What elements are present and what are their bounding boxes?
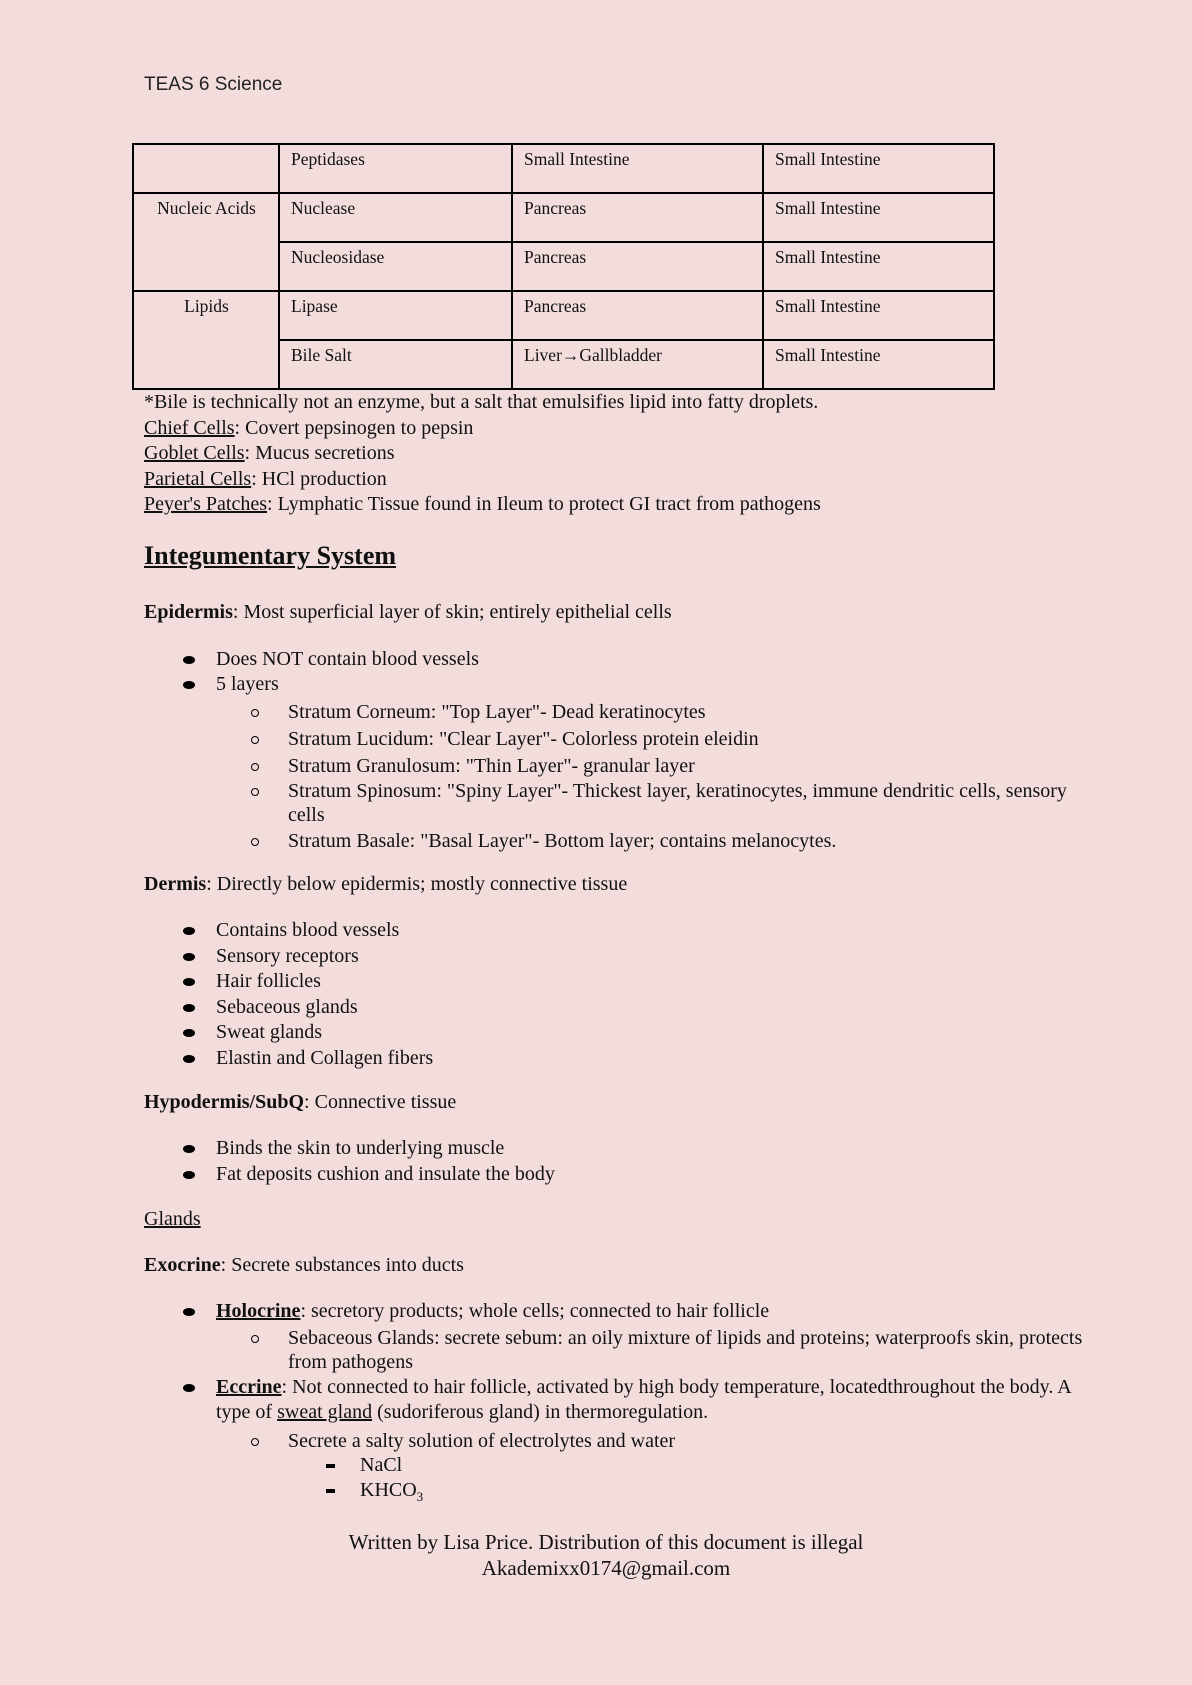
table-cell: Pancreas — [512, 242, 763, 291]
list-item: Sensory receptors — [0, 944, 1096, 970]
footer-notice: Written by Lisa Price. Distribution of this document is illegal — [348, 1530, 864, 1554]
sub-list-item-text: Secrete a salty solution of electrolytes and water — [288, 1430, 676, 1452]
table-row — [133, 291, 994, 340]
hypodermis-term: Hypodermis/SubQ — [144, 1091, 305, 1113]
dermis-list — [0, 918, 1096, 1071]
footer — [0, 1529, 1192, 1581]
exocrine-desc: : Secrete substances into ducts — [220, 1254, 464, 1276]
note-chief-cells — [144, 416, 821, 442]
list-item: Contains blood vessels — [0, 918, 1096, 944]
table-cell: Small Intestine — [763, 340, 994, 389]
epidermis-paragraph — [144, 600, 672, 625]
table-cell: Small Intestine — [763, 144, 994, 193]
sub-list-item: Stratum Lucidum: "Clear Layer"- Colorless protein eleidin — [288, 727, 1088, 751]
note-term: Chief Cells — [144, 416, 235, 439]
list-item-holocrine — [0, 1299, 1096, 1374]
exocrine-paragraph — [144, 1253, 464, 1278]
electrolyte-item: NaCl — [360, 1453, 1088, 1478]
electrolyte-list — [288, 1453, 1088, 1509]
subscript-three: 3 — [416, 1489, 424, 1504]
epidermis-list — [0, 647, 1096, 853]
exocrine-list — [0, 1299, 1096, 1509]
sub-list-item: Stratum Spinosum: "Spiny Layer"- Thickest layer, keratinocytes, immune dendritic cells, sensory cells — [288, 779, 1088, 827]
table-cell-category: Lipids — [133, 291, 279, 389]
holocrine-term: Holocrine — [216, 1300, 301, 1322]
list-item: Binds the skin to underlying muscle — [0, 1136, 1096, 1162]
sub-list-item — [288, 1429, 1088, 1509]
hypodermis-desc: : Connective tissue — [304, 1091, 457, 1113]
hypodermis-paragraph — [144, 1090, 456, 1115]
electrolyte-item — [360, 1478, 1088, 1509]
holocrine-desc: : secretory products; whole cells; connected to hair follicle — [300, 1300, 770, 1322]
table-row — [133, 193, 994, 242]
page-header-title: TEAS 6 Science — [144, 74, 283, 95]
list-item — [0, 672, 1096, 853]
notes-block — [144, 390, 821, 518]
sub-list-item: Stratum Granulosum: "Thin Layer"- granular layer — [288, 754, 1088, 778]
hypodermis-list — [0, 1136, 1096, 1187]
table-cell: Peptidases — [279, 144, 512, 193]
electrolyte-formula: KHCO — [360, 1479, 417, 1501]
list-item: Does NOT contain blood vessels — [0, 647, 1096, 672]
footer-email: Akademixx0174@gmail.com — [481, 1556, 731, 1580]
note-parietal-cells — [144, 467, 821, 493]
table-cell-category: Nucleic Acids — [133, 193, 279, 291]
note-desc: : Covert pepsinogen to pepsin — [234, 416, 474, 439]
section-title: Integumentary System — [144, 541, 397, 570]
list-item: Sweat glands — [0, 1020, 1096, 1046]
table-cell: Nuclease — [279, 193, 512, 242]
epidermis-term: Epidermis — [144, 601, 233, 623]
sub-list-item: Stratum Corneum: "Top Layer"- Dead keratinocytes — [288, 700, 1088, 724]
enzyme-table — [132, 143, 995, 390]
table-cell: Lipase — [279, 291, 512, 340]
list-item-label: 5 layers — [216, 673, 279, 695]
table-cell: Small Intestine — [512, 144, 763, 193]
eccrine-sub-list — [216, 1429, 1096, 1509]
note-peyers-patches — [144, 492, 821, 518]
note-term: Parietal Cells — [144, 467, 252, 490]
list-item: Sebaceous glands — [0, 995, 1096, 1021]
table-cell: Bile Salt — [279, 340, 512, 389]
note-desc: : HCl production — [251, 467, 387, 490]
sweat-gland-link-text: sweat gland — [277, 1401, 373, 1423]
holocrine-sub-list — [216, 1326, 1096, 1374]
dermis-paragraph — [144, 872, 627, 897]
table-cell: Nucleosidase — [279, 242, 512, 291]
table-cell: Small Intestine — [763, 242, 994, 291]
glands-heading: Glands — [144, 1208, 201, 1230]
exocrine-term: Exocrine — [144, 1254, 221, 1276]
list-item-eccrine — [0, 1375, 1096, 1509]
list-item: Fat deposits cushion and insulate the body — [0, 1162, 1096, 1188]
sub-list-item: Stratum Basale: "Basal Layer"- Bottom layer; contains melanocytes. — [288, 829, 1088, 853]
epidermis-desc: : Most superficial layer of skin; entirely epithelial cells — [232, 601, 672, 623]
layers-list — [216, 700, 1096, 853]
table-cell: Pancreas — [512, 291, 763, 340]
bile-note: *Bile is technically not an enzyme, but a salt that emulsifies lipid into fatty droplets. — [144, 391, 819, 413]
table-cell: Small Intestine — [763, 193, 994, 242]
note-goblet-cells — [144, 441, 821, 467]
dermis-desc: : Directly below epidermis; mostly connective tissue — [206, 873, 628, 895]
list-item: Hair follicles — [0, 969, 1096, 995]
eccrine-desc-b: (sudoriferous gland) in thermoregulation. — [372, 1401, 709, 1423]
table-row — [133, 144, 994, 193]
sub-list-item: Sebaceous Glands: secrete sebum: an oily mixture of lipids and proteins; waterproofs skin, protects from pathogens — [288, 1326, 1088, 1374]
table-cell: Small Intestine — [763, 291, 994, 340]
eccrine-desc-a: : Not connected to hair follicle, activated by high body temperature, locatedthroughout the body. A type of — [216, 1376, 1071, 1423]
dermis-term: Dermis — [144, 873, 207, 895]
note-term: Peyer's Patches — [144, 493, 268, 515]
eccrine-term: Eccrine — [216, 1376, 282, 1398]
table-cell — [133, 144, 279, 193]
list-item: Elastin and Collagen fibers — [0, 1046, 1096, 1072]
note-desc: : Lymphatic Tissue found in Ileum to protect GI tract from pathogens — [267, 493, 821, 515]
table-cell: Liver→Gallbladder — [512, 340, 763, 389]
table-cell: Pancreas — [512, 193, 763, 242]
note-term: Goblet Cells — [144, 442, 245, 464]
note-desc: : Mucus secretions — [244, 442, 395, 464]
